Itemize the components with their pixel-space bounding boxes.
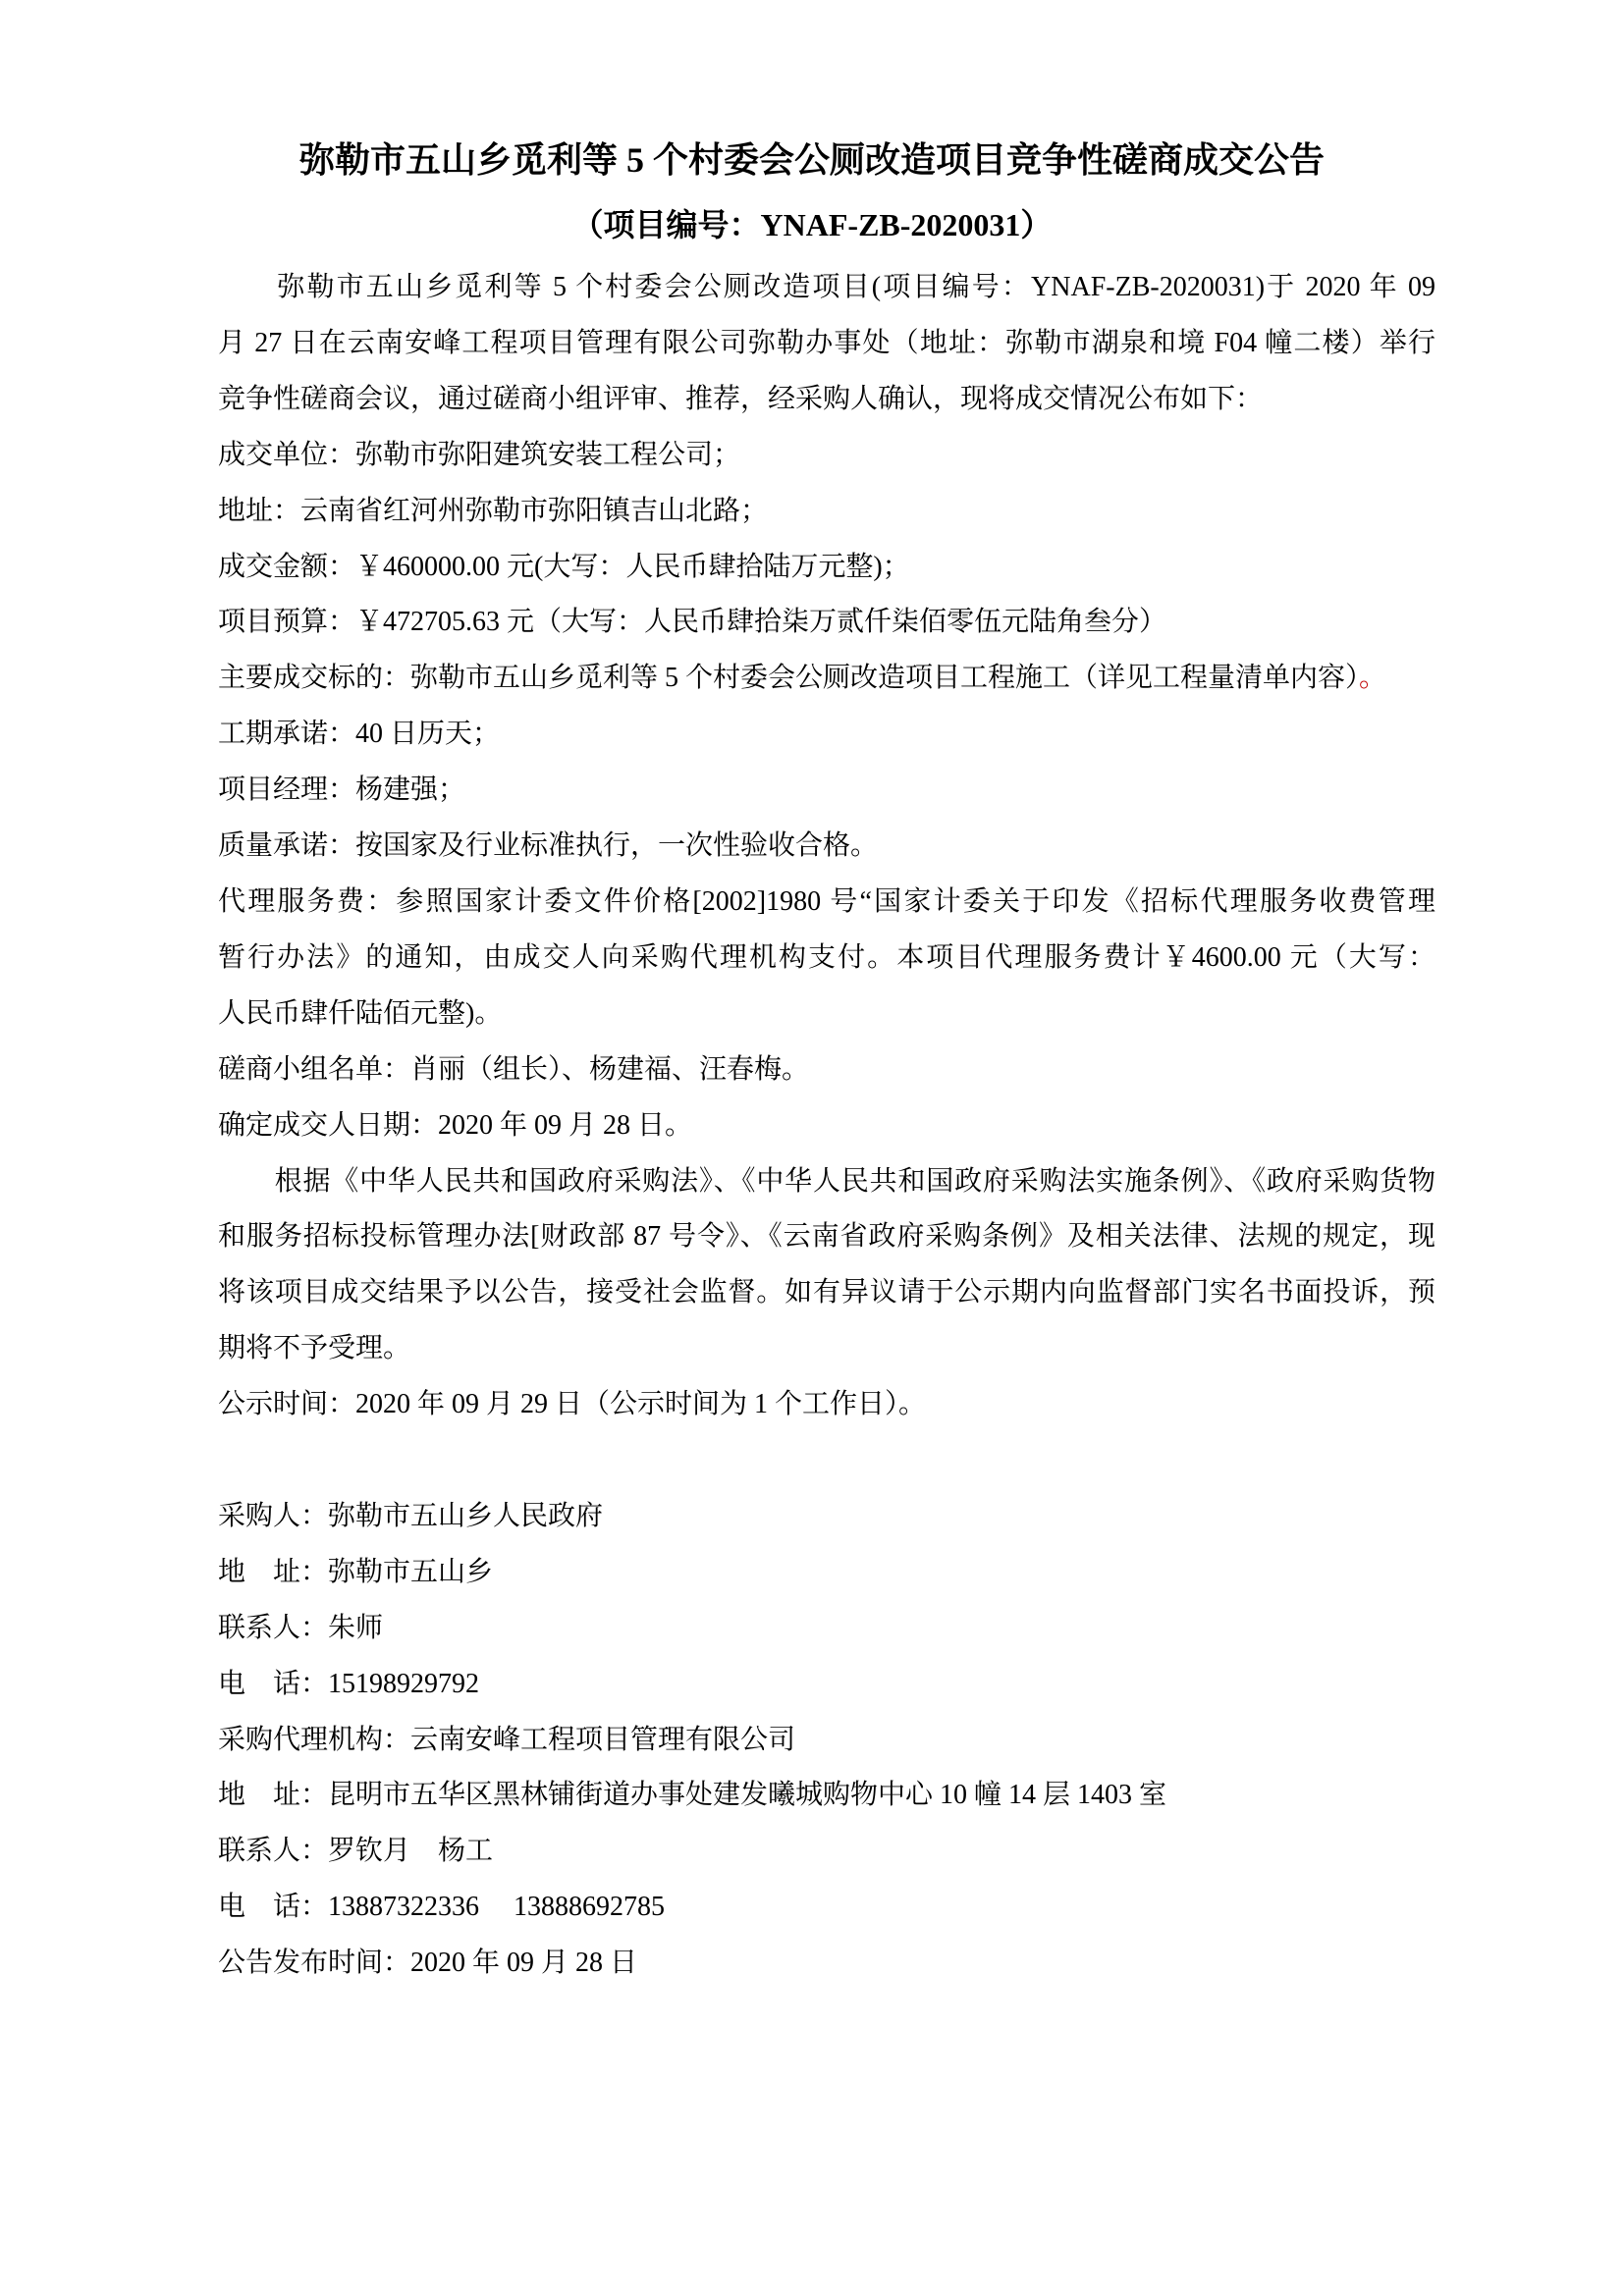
line-publish-date: 公告发布时间：2020 年 09 月 28 日: [218, 1948, 638, 1979]
line-agency-name: 采购代理机构：云南安峰工程项目管理有限公司: [218, 1724, 796, 1755]
line-project-manager: 项目经理：杨建强；: [218, 774, 466, 806]
line-intro-1: 弥勒市五山乡觅利等 5 个村委会公厕改造项目(项目编号：YNAF-ZB-2020031)于 2020 年 09: [218, 272, 1435, 302]
project-number-subtitle: （项目编号：YNAF-ZB-2020031）: [571, 207, 1053, 242]
line-agency-fee-2: 暂行办法》的通知，由成交人向采购代理机构支付。本项目代理服务费计￥4600.00 元（大写：: [218, 941, 1435, 973]
line-publicity-period: 公示时间：2020 年 09 月 29 日（公示时间为 1 个工作日）。: [218, 1389, 927, 1420]
line-award-amount: 成交金额：￥460000.00 元(大写：人民币肆拾陆万元整)；: [218, 551, 910, 582]
line-legal-2: 和服务招标投标管理办法[财政部 87 号令》、《云南省政府采购条例》及相关法律、法规的规定，现: [218, 1221, 1435, 1253]
line-duration-commitment: 工期承诺：40 日历天；: [218, 719, 501, 750]
line-agency-phone: 电 话：13887322336 13888692785: [218, 1892, 666, 1923]
line-purchaser-contact: 联系人：朱师: [218, 1612, 384, 1643]
line-legal-4: 期将不予受理。: [218, 1333, 411, 1364]
announcement-body: [218, 260, 1435, 1992]
line-intro-2: 月 27 日在云南安峰工程项目管理有限公司弥勒办事处（地址：弥勒市湖泉和境 F04 幢二楼）举行: [218, 327, 1435, 358]
line-panel-list: 磋商小组名单：肖丽（组长）、杨建福、汪春梅。: [218, 1053, 810, 1085]
red-period-mark: 。: [1359, 663, 1387, 694]
line-award-address: 地址：云南省红河州弥勒市弥阳镇吉山北路；: [218, 495, 769, 526]
blank-line: [218, 1433, 1435, 1489]
line-legal-3: 将该项目成交结果予以公告，接受社会监督。如有异议请于公示期内向监督部门实名书面投诉，预: [218, 1277, 1435, 1308]
line-award-date: 确定成交人日期：2020 年 09 月 28 日。: [218, 1109, 693, 1141]
line-award-unit: 成交单位：弥勒市弥阳建筑安装工程公司；: [218, 439, 741, 470]
line-purchaser-name: 采购人：弥勒市五山乡人民政府: [218, 1500, 604, 1531]
line-agency-address: 地 址：昆明市五华区黑林铺街道办事处建发曦城购物中心 10 幢 14 层 1403 室: [218, 1780, 1167, 1811]
main-subject-text: 主要成交标的：弥勒市五山乡觅利等 5 个村委会公厕改造项目工程施工（详见工程量清单内容）: [218, 663, 1360, 694]
line-project-budget: 项目预算：￥472705.63 元（大写：人民币肆拾柒万贰仟柒佰零伍元陆角叁分）: [218, 607, 1167, 638]
line-main-subject: [218, 651, 1435, 707]
line-legal-1: 根据《中华人民共和国政府采购法》、《中华人民共和国政府采购法实施条例》、《政府采购货物: [218, 1165, 1435, 1197]
line-purchaser-phone: 电 话：15198929792: [218, 1668, 480, 1699]
line-agency-fee-1: 代理服务费：参照国家计委文件价格[2002]1980 号“国家计委关于印发《招标代理服务收费管理: [218, 885, 1435, 917]
line-agency-contact: 联系人：罗钦月 杨工: [218, 1836, 494, 1867]
line-purchaser-address: 地 址：弥勒市五山乡: [218, 1556, 494, 1587]
line-intro-3: 竞争性磋商会议，通过磋商小组评审、推荐，经采购人确认，现将成交情况公布如下：: [218, 383, 1264, 414]
line-quality-commitment: 质量承诺：按国家及行业标准执行，一次性验收合格。: [218, 830, 879, 862]
page-title: 弥勒市五山乡觅利等 5 个村委会公厕改造项目竞争性磋商成交公告: [298, 140, 1325, 180]
line-agency-fee-3: 人民币肆仟陆佰元整)。: [218, 997, 503, 1029]
